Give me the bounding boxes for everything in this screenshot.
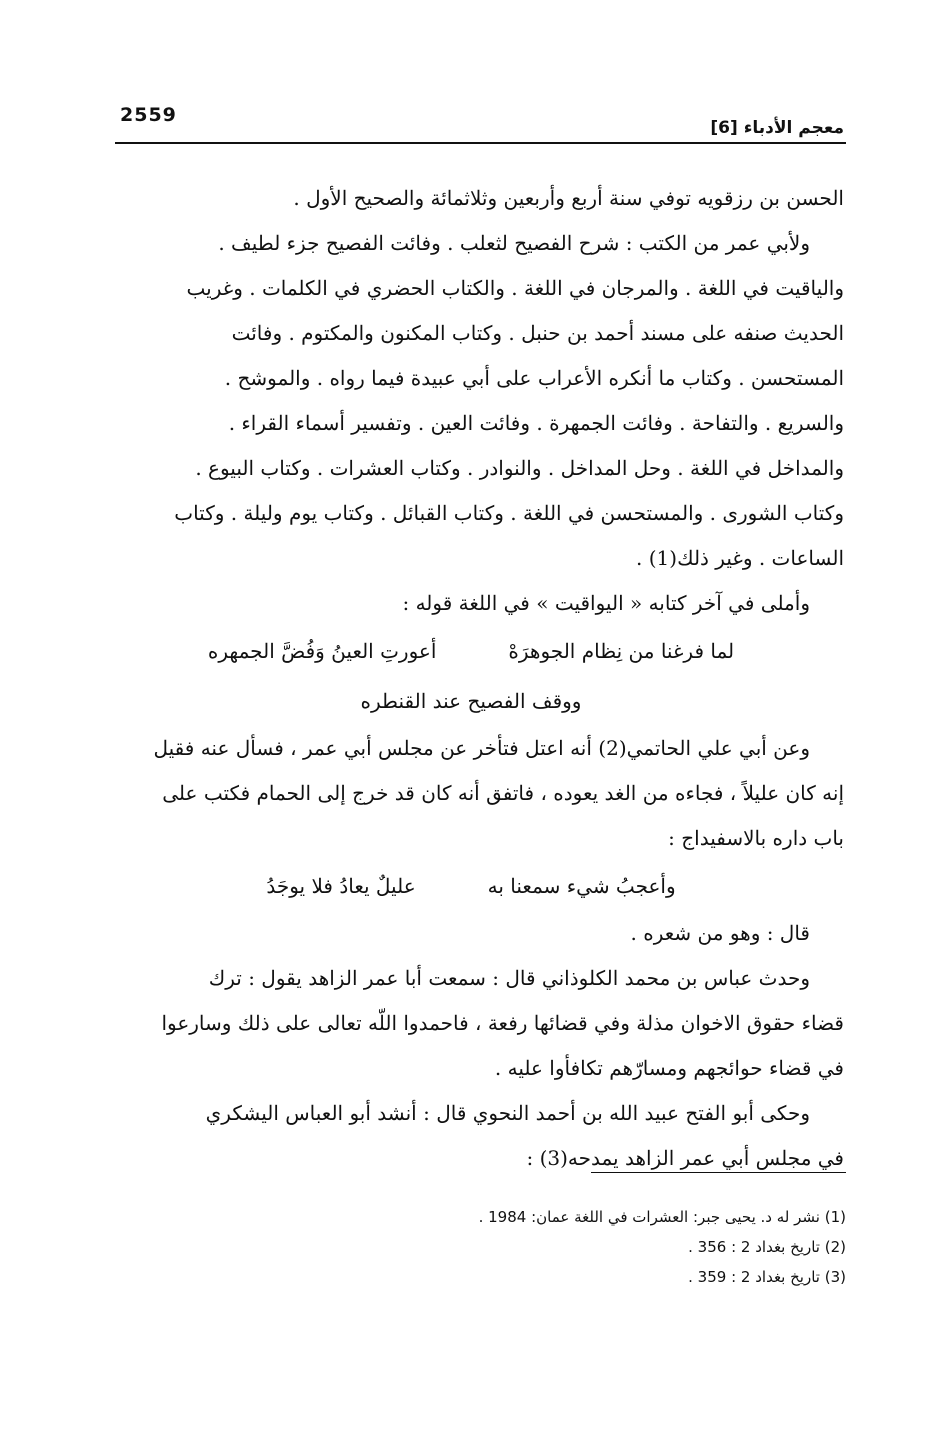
text-line: في مجلس أبي عمر الزاهد يمدحه(3) : [526,1146,844,1170]
text-line: وعن أبي علي الحاتمي(2) أنه اعتل فتأخر عن مجلس أبي عمر ، فسأل عنه فقيل [153,736,810,760]
text-line: والياقيت في اللغة . والمرجان في اللغة . والكتاب الحضري في الكلمات . وغريب [186,276,844,300]
text-line: الساعات . وغير ذلك(1) . [636,546,844,570]
header-rule [115,142,846,144]
text-line: باب داره بالاسفيداج : [668,826,844,850]
text-line: ولأبي عمر من الكتب : شرح الفصيح لثعلب . وفائت الفصيح جزء لطيف . [218,231,810,255]
text-line: وأملى في آخر كتابه « اليواقيت » في اللغة قوله : [402,591,810,615]
footnotes [246,1202,846,1292]
verse-first-hemistich: وأعجبُ شيء سمعنا به [487,874,676,898]
verse-second-hemistich: عليلٌ يعادُ فلا يوجَدُ [266,874,416,898]
text-line: الحديث صنفه على مسند أحمد بن حنبل . وكتاب المكنون والمكتوم . وفائت [231,321,844,345]
footnote-rule [591,1172,846,1173]
text-line: إنه كان عليلاً ، فجاءه من الغد يعوده ، فاتفق أنه كان قد خرج إلى الحمام فكتب على [162,781,844,805]
text-line: قضاء حقوق الاخوان مذلة وفي قضائها رفعة ، فاحمدوا اللّه تعالى على ذلك وسارعوا [161,1011,844,1035]
verse-couplet [98,861,844,911]
verse-hemistich: ووقف الفصيح عند القنطره [360,689,582,713]
footnote: (2) تاريخ بغداد 2 : 356 . [688,1238,846,1256]
verse-line [98,676,844,726]
footnote: (3) تاريخ بغداد 2 : 359 . [688,1268,846,1286]
text-line: وكتاب الشورى . والمستحسن في اللغة . وكتاب القبائل . وكتاب يوم وليلة . وكتاب [174,501,844,525]
verse-couplet [98,626,844,676]
verse-second-hemistich: أعورتِ العينُ وَفُضَّ الجمهره [207,639,437,663]
page-number: 2559 [120,104,177,126]
running-head: معجم الأدباء [6] [710,118,844,138]
text-line: وحدث عباس بن محمد الكلوذاني قال : سمعت أبا عمر الزاهد يقول : ترك [208,966,810,990]
verse-first-hemistich: لما فرغنا من نِظام الجوهرَهْ [508,639,735,663]
text-line: قال : وهو من شعره . [630,921,810,945]
main-text [98,176,844,1181]
text-line: الحسن بن رزقويه توفي سنة أربع وأربعين وثلاثمائة والصحيح الأول . [293,186,844,210]
footnote: (1) نشر له د. يحيى جبر: العشرات في اللغة عمان: 1984 . [478,1208,846,1226]
text-line: والسريع . والتفاحة . وفائت الجمهرة . وفائت العين . وتفسير أسماء القراء . [228,411,844,435]
text-line: المستحسن . وكتاب ما أنكره الأعراب على أبي عبيدة فيما رواه . والموشح . [224,366,844,390]
text-line: والمداخل في اللغة . وحل المداخل . والنوادر . وكتاب العشرات . وكتاب البيوع . [195,456,844,480]
text-line: وحكى أبو الفتح عبيد الله بن أحمد النحوي قال : أنشد أبو العباس اليشكري [205,1101,810,1125]
text-line: في قضاء حوائجهم ومسارّهم تكافأوا عليه . [494,1056,844,1080]
